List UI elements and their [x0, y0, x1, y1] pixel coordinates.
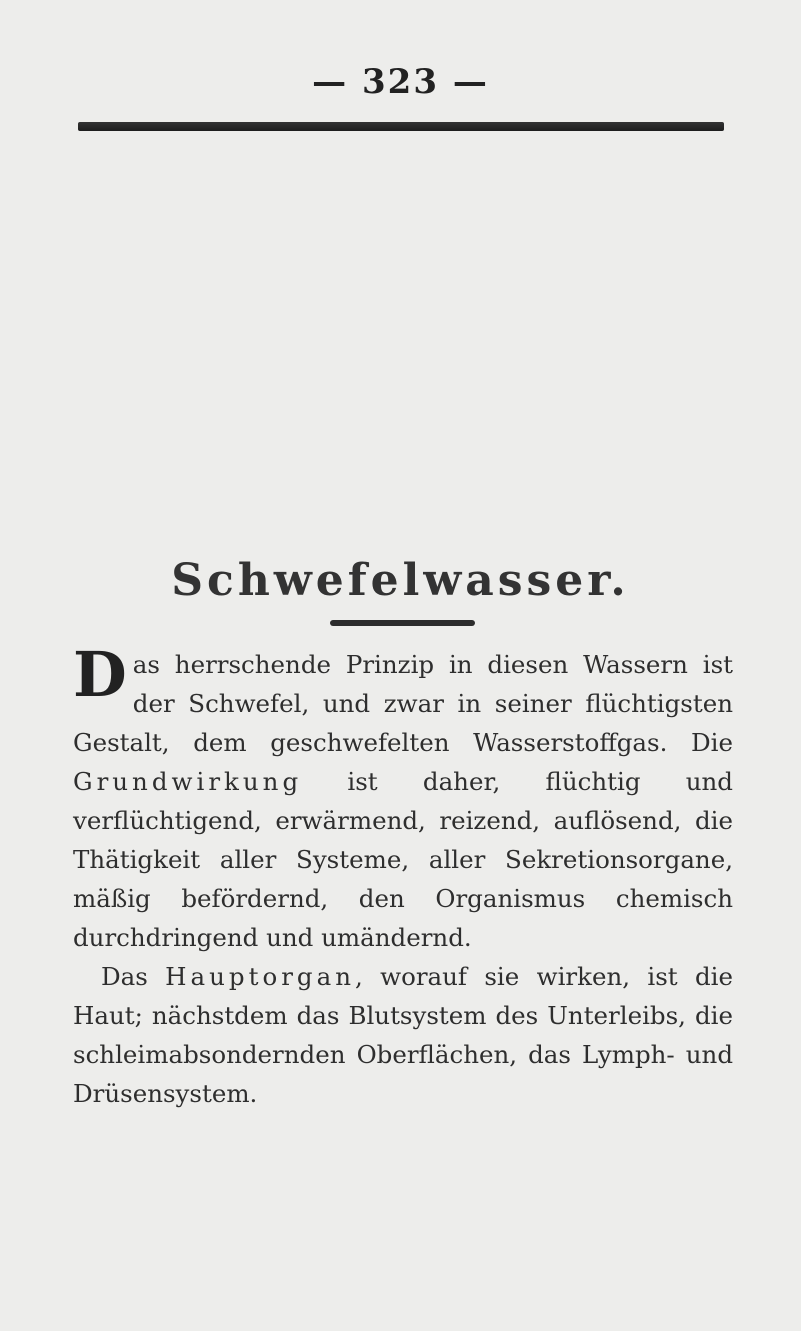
section-title: Schwefelwasser.	[171, 555, 630, 606]
title-rule	[330, 620, 475, 626]
paragraph-1-text-a: as herrschende Prinzip in diesen Wassern ist der Schwefel, und zwar in seiner flüchtigsten Gestalt, dem geschwefelten Wasserstoffgas. Die	[73, 650, 733, 757]
drop-cap: D	[73, 638, 127, 711]
paragraph-2-emphasis: Hauptorgan	[165, 962, 355, 991]
paragraph-2-text-a: Das	[101, 962, 166, 991]
paragraph-1	[73, 638, 733, 957]
paragraph-1-emphasis: Grundwirkung	[73, 767, 303, 796]
header-rule	[78, 122, 724, 131]
body-text	[73, 638, 733, 1113]
paragraph-1-text-b: ist daher, flüchtig und verflüchtigend, erwärmend, reizend, auflösend, die Thätigkeit aller Systeme, aller Sekretionsorgane, mäßig befördernd, den Organismus chemisch durchdringend und umändernd.	[73, 767, 733, 952]
paragraph-2-text-b: , worauf sie wirken, ist die Haut; nächstdem das Blutsystem des Unterleibs, die schleimabsondernden Oberflächen, das Lymph- und Drüsensystem.	[73, 962, 733, 1108]
page-number: — 323 —	[312, 62, 489, 102]
paragraph-2	[73, 957, 733, 1113]
